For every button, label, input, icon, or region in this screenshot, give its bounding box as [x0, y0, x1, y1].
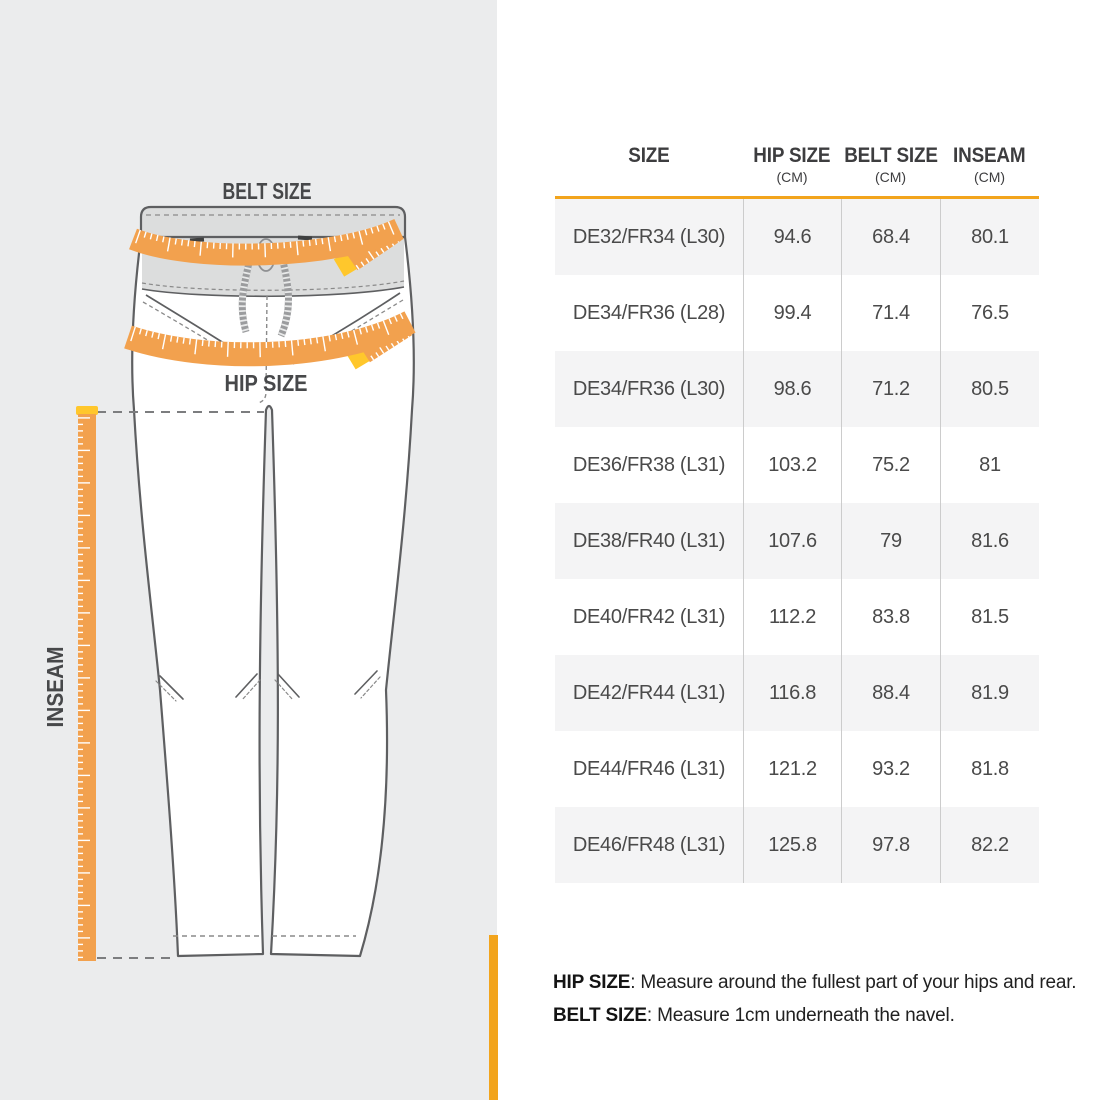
col-header-inseam [940, 132, 1039, 196]
table-row [555, 807, 1039, 883]
col-header-label: SIZE [628, 144, 670, 167]
value-cell: 81.9 [940, 655, 1039, 731]
value-cell: 107.6 [743, 503, 841, 579]
col-header-label: INSEAM [953, 144, 1026, 167]
size-chart-panel [497, 0, 1100, 1100]
value-cell: 76.5 [940, 275, 1039, 351]
col-header-unit: (CM) [874, 169, 907, 185]
hip-size-note-term: HIP SIZE [553, 972, 631, 993]
value-cell: 71.4 [841, 275, 940, 351]
value-cell: 121.2 [743, 731, 841, 807]
table-row [555, 503, 1039, 579]
belt-size-note-term: BELT SIZE [553, 1005, 647, 1026]
value-cell: 75.2 [841, 427, 940, 503]
value-cell: 94.6 [743, 199, 841, 275]
value-cell: 81 [940, 427, 1039, 503]
size-cell: DE42/FR44 (L31) [572, 681, 726, 704]
size-cell: DE46/FR48 (L31) [572, 833, 726, 856]
size-cell: DE40/FR42 (L31) [572, 605, 726, 628]
value-cell: 99.4 [743, 275, 841, 351]
inseam-label: INSEAM [42, 638, 68, 728]
value-cell: 80.1 [940, 199, 1039, 275]
value-cell: 98.6 [743, 351, 841, 427]
hip-size-note-text: : Measure around the fullest part of your hips and rear. [630, 972, 1077, 993]
belt-size-note-text: : Measure 1cm underneath the navel. [646, 1005, 955, 1026]
size-cell: DE34/FR36 (L28) [572, 301, 726, 324]
size-cell: DE32/FR34 (L30) [572, 225, 726, 248]
value-cell: 81.5 [940, 579, 1039, 655]
value-cell: 88.4 [841, 655, 940, 731]
measurement-notes [553, 966, 1076, 1032]
table-row [555, 427, 1039, 503]
table-row [555, 351, 1039, 427]
size-cell: DE38/FR40 (L31) [572, 529, 726, 552]
illustration-panel [0, 0, 497, 1100]
size-cell: DE36/FR38 (L31) [572, 453, 726, 476]
value-cell: 93.2 [841, 731, 940, 807]
table-row [555, 579, 1039, 655]
hip-size-note [553, 966, 1076, 999]
inseam-tape-cap [76, 406, 98, 415]
value-cell: 79 [841, 503, 940, 579]
col-header-unit: (CM) [973, 169, 1006, 185]
value-cell: 125.8 [743, 807, 841, 883]
value-cell: 82.2 [940, 807, 1039, 883]
table-row [555, 199, 1039, 275]
inseam-tape [76, 406, 98, 961]
table-row [555, 655, 1039, 731]
size-cell: DE44/FR46 (L31) [572, 757, 726, 780]
value-cell: 81.6 [940, 503, 1039, 579]
value-cell: 103.2 [743, 427, 841, 503]
col-header-label: HIP SIZE [753, 144, 831, 167]
table-row [555, 731, 1039, 807]
pants-diagram [0, 0, 497, 1100]
belt-size-note [553, 999, 1076, 1032]
value-cell: 81.8 [940, 731, 1039, 807]
pants-outline [132, 207, 414, 956]
value-cell: 71.2 [841, 351, 940, 427]
table-row [555, 275, 1039, 351]
hip-size-label: HIP SIZE [224, 370, 308, 396]
col-header-belt-size [841, 132, 940, 196]
col-header-label: BELT SIZE [843, 144, 938, 167]
size-table-body [555, 199, 1039, 883]
value-cell: 116.8 [743, 655, 841, 731]
value-cell: 112.2 [743, 579, 841, 655]
value-cell: 68.4 [841, 199, 940, 275]
table-header-row [555, 132, 1039, 196]
size-cell: DE34/FR36 (L30) [572, 377, 726, 400]
col-header-hip-size [743, 132, 841, 196]
value-cell: 97.8 [841, 807, 940, 883]
value-cell: 80.5 [940, 351, 1039, 427]
col-header-unit: (CM) [776, 169, 808, 185]
accent-bar [489, 935, 498, 1100]
value-cell: 83.8 [841, 579, 940, 655]
belt-size-label: BELT SIZE [222, 178, 312, 204]
col-header-size [555, 132, 743, 196]
